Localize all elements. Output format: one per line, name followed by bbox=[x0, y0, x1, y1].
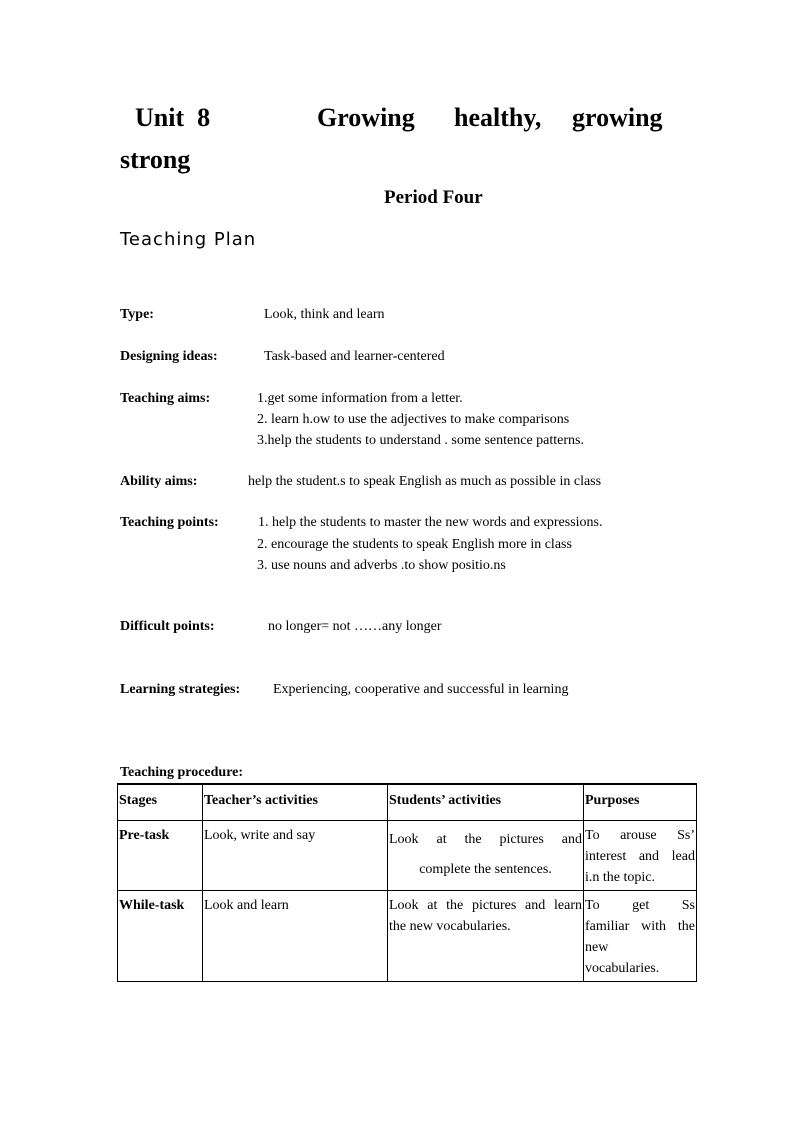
purpose-cell bbox=[584, 821, 697, 891]
table-row bbox=[118, 891, 697, 982]
title-unit: Unit 8 bbox=[135, 103, 211, 132]
purpose-line: new bbox=[585, 940, 609, 955]
table-header-row bbox=[118, 784, 697, 821]
student-activity-cell bbox=[388, 821, 584, 891]
header-students-activities: Students’ activities bbox=[388, 784, 584, 821]
purpose-line: familiar with the bbox=[585, 919, 695, 934]
student-activity-line: complete the sentences. bbox=[419, 862, 552, 877]
purpose-line: interest and lead bbox=[585, 849, 695, 864]
type-label: Type: bbox=[120, 307, 154, 322]
teaching-plan-heading: Teaching Plan bbox=[120, 229, 257, 250]
difficult-points-value: no longer= not ……any longer bbox=[268, 619, 442, 634]
purpose-line: To get Ss bbox=[585, 898, 695, 913]
difficult-points-label: Difficult points: bbox=[120, 619, 215, 634]
learning-strategies-label: Learning strategies: bbox=[120, 682, 241, 697]
purpose-cell bbox=[584, 891, 697, 982]
student-activity-line: the new vocabularies. bbox=[389, 919, 511, 934]
header-purposes: Purposes bbox=[584, 784, 697, 821]
stage-cell: Pre-task bbox=[118, 821, 203, 891]
header-stages: Stages bbox=[118, 784, 203, 821]
teaching-point-3: 3. use nouns and adverbs .to show positio.ns bbox=[257, 558, 506, 573]
title-word-growing-2: growing bbox=[572, 103, 663, 132]
purpose-line: To arouse Ss’ bbox=[585, 828, 695, 843]
designing-ideas-value: Task-based and learner-centered bbox=[264, 349, 445, 364]
document-title-line2: strong bbox=[120, 145, 191, 174]
ability-aims-label: Ability aims: bbox=[120, 474, 198, 489]
header-teacher-activities: Teacher’s activities bbox=[203, 784, 388, 821]
teaching-aims-label: Teaching aims: bbox=[120, 391, 211, 406]
teacher-activity-cell: Look and learn bbox=[203, 891, 388, 982]
stage-cell: While-task bbox=[118, 891, 203, 982]
student-activity-line: Look at the pictures and learn bbox=[389, 898, 582, 913]
teaching-point-1: 1. help the students to master the new words and expressions. bbox=[258, 515, 603, 530]
teaching-aim-3: 3.help the students to understand . some sentence patterns. bbox=[257, 433, 584, 448]
ability-aims-value: help the student.s to speak English as much as possible in class bbox=[248, 474, 602, 489]
procedure-table bbox=[117, 783, 697, 982]
teaching-point-2: 2. encourage the students to speak English more in class bbox=[257, 537, 572, 552]
teaching-aim-2: 2. learn h.ow to use the adjectives to make comparisons bbox=[257, 412, 570, 427]
teaching-points-label: Teaching points: bbox=[120, 515, 219, 530]
title-word-healthy: healthy, bbox=[454, 103, 542, 132]
purpose-line: vocabularies. bbox=[585, 961, 660, 976]
period-subtitle: Period Four bbox=[384, 187, 483, 208]
teaching-procedure-label: Teaching procedure: bbox=[120, 765, 244, 780]
student-activity-cell bbox=[388, 891, 584, 982]
designing-ideas-label: Designing ideas: bbox=[120, 349, 218, 364]
title-word-growing: Growing bbox=[317, 103, 415, 132]
teaching-aim-1: 1.get some information from a letter. bbox=[257, 391, 463, 406]
learning-strategies-value: Experiencing, cooperative and successful in learning bbox=[273, 682, 569, 697]
student-activity-line: Look at the pictures and bbox=[389, 832, 582, 847]
purpose-line: i.n the topic. bbox=[585, 870, 655, 885]
teacher-activity-cell: Look, write and say bbox=[203, 821, 388, 891]
table-row bbox=[118, 821, 697, 891]
type-value: Look, think and learn bbox=[264, 307, 385, 322]
